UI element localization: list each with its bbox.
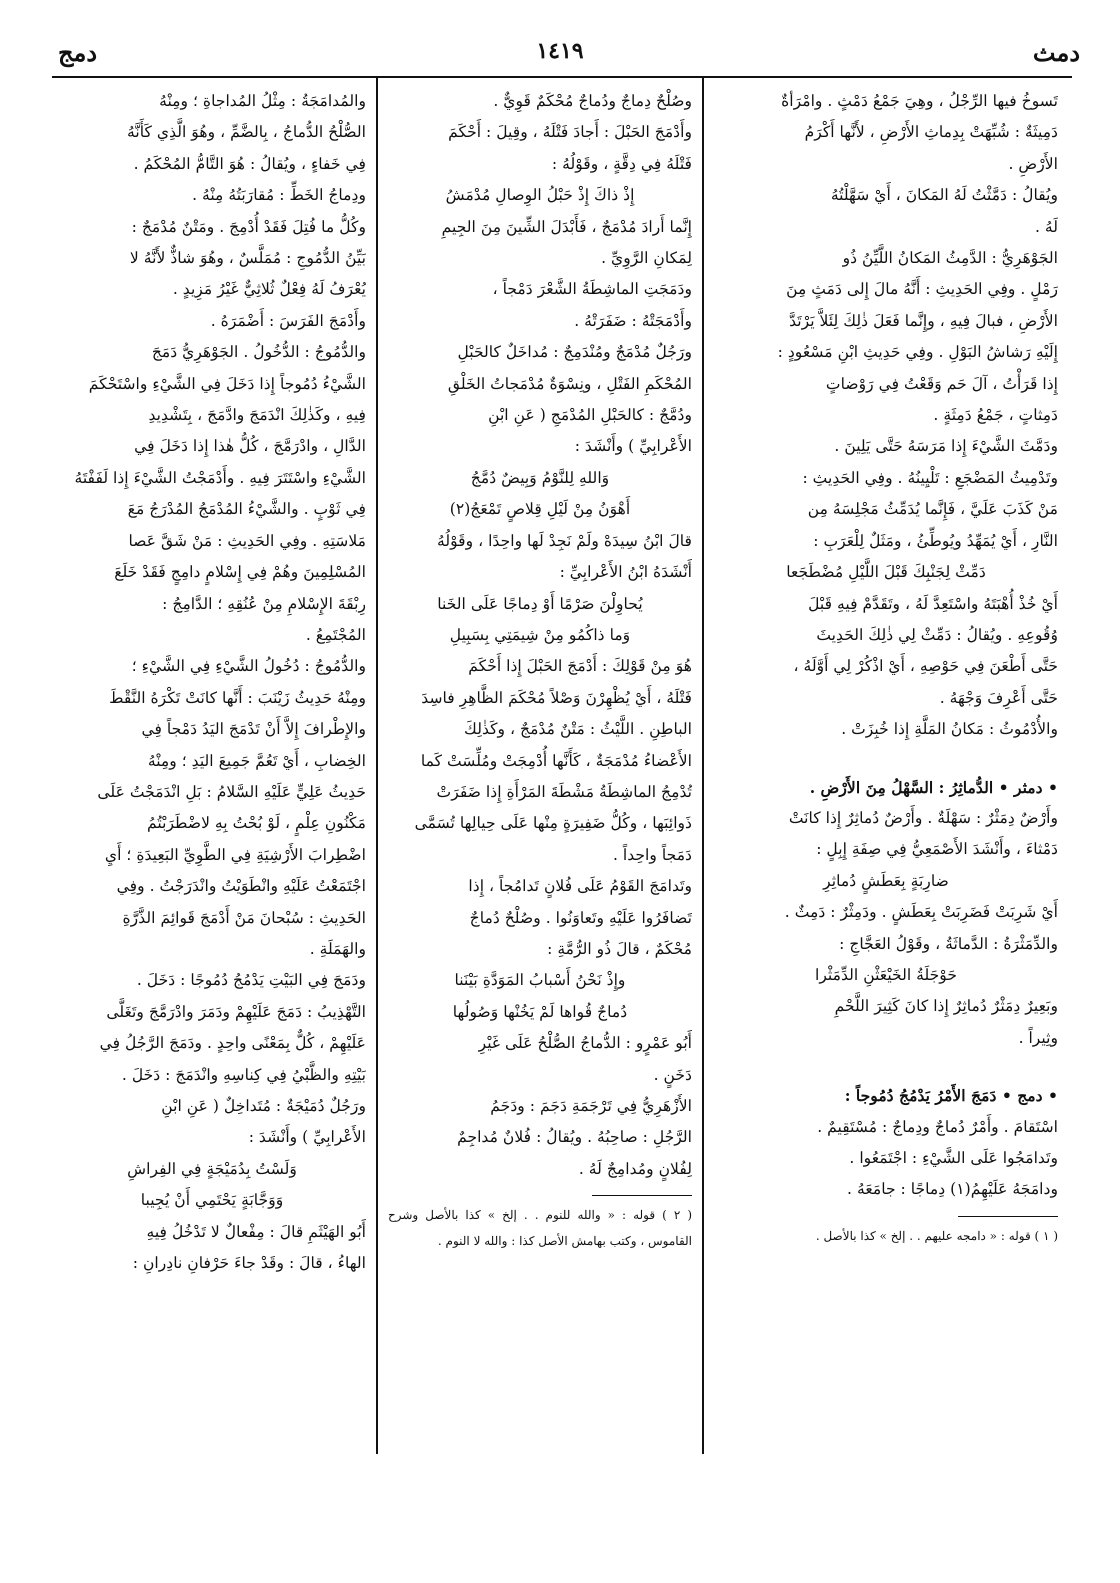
text-line: الأَعْرابِيِّ ) وأَنْشَدَ : xyxy=(248,1128,366,1147)
text-line: إِنَّما أَرادَ مُدْمَجٌ ، فَأَبْدَلَ الشِّينَ مِنَ الجِيمِ xyxy=(441,217,692,236)
text-line: وتَدامَجَ القَوْمُ عَلَى فُلانٍ تَدامُجاً ، إِذا xyxy=(468,877,692,896)
footnote-rule xyxy=(592,1195,692,1196)
text-line: رِبْقَةَ الإِسْلامِ مِنْ عُنُقِهِ ؛ الدَّامِجُ : xyxy=(162,594,366,613)
text-line: الصُّلْحُ الدُّماجُ ، بِالضَّمِّ ، وهُوَ الَّذِي كَأَنَّهُ xyxy=(127,123,366,142)
text-line: وتَدْمِيثُ المَضْجَعِ : تَلْيِينُهُ . وفِي الحَدِيثِ : xyxy=(802,468,1058,487)
text-line: الأَرْضِ ، فبالَ فِيهِ ، وإِنَّما فَعَلَ ذٰلِكَ لِئَلاَّ يَرْتَدَّ xyxy=(789,311,1058,330)
text-line: المُجْتَمِعُ . xyxy=(305,625,366,644)
text-line: أَيْ خُذْ أُهْبَتَهُ واسْتَعِدَّ لَهُ ، وتَقَدَّمْ فِيهِ قَبْلَ xyxy=(808,594,1058,613)
text-line: وأَدْمَجَ الحَبْلَ : أَجادَ فَتْلَهُ ، وقِيلَ : أَحْكَمَ xyxy=(448,123,692,142)
text-line: مَلاسَتِهِ . وفِي الحَدِيثِ : مَنْ شَقَّ عَصا xyxy=(128,531,366,550)
running-head-left: دمج xyxy=(58,38,98,67)
text-line: قالَ ابْنُ سِيدَهْ ولَمْ نَجِدْ لَها واحِدًا ، وقَوْلُهُ xyxy=(436,531,692,550)
text-line: فِيهِ ، وكَذٰلِكَ انْدَمَجَ وادَّمَجَ ، بِتَشْدِيدِ xyxy=(148,406,366,425)
column-middle xyxy=(388,86,692,1526)
text-line: ذَوائِبَها ، وكُلُّ ضَفِيرَةٍ مِنْها عَلَى حِيالِها تُسَمَّى xyxy=(414,814,692,833)
text-line: تُدْمِجُ الماشِطَةُ مَشْطَةَ المَرْأَةِ إِذا ضَفَرَتْ xyxy=(436,782,692,801)
verse-line: يُحاوِلْنَ صَرْمًا أَوْ دِماجًا عَلَى الخَنا xyxy=(437,594,643,613)
text-line: أَنْشَدَهُ ابْنُ الأَعْرابِيِّ : xyxy=(559,563,692,582)
column-divider-right xyxy=(702,76,704,1454)
text-line: حَدِيثُ عَلِيٍّ عَلَيْهِ السَّلامُ : بَلِ انْدَمَجْتُ عَلَى xyxy=(97,782,366,801)
text-line: والأُدْمُوثُ : مَكانُ المَلَّةِ إِذا خُبِزَتْ . xyxy=(841,720,1058,739)
text-line: حَتَّى أَعْرِفَ وَجْهَهُ . xyxy=(939,688,1058,707)
text-line: الأَزْهَرِيُّ فِي تَرْجَمَةِ دَجَمَ : ودَجَمُ xyxy=(490,1097,692,1115)
text-line: المُسْلِمِينَ وهُمْ فِي إِسْلامٍ دامِجٍ فَقَدْ خَلَعَ xyxy=(114,563,366,582)
verse-line: وَلَسْتُ بِدُمَيْجَةٍ فِي الفِراشِ xyxy=(127,1159,297,1178)
text-line: دَخَنٍ . xyxy=(653,1065,692,1084)
verse-line: وإِذْ نَحْنُ أَسْبابُ المَوَدَّةِ بَيْنَنا xyxy=(454,971,626,990)
text-line: أَيْ شَرِبَتْ فَضَرِبَتْ بِعَطَشٍ . ودَمِثْرٌ : دَمِثٌ . xyxy=(784,903,1058,922)
text-line: النَّارِ ، أَيْ يُمَهِّدُ ويُوطِّئُ ، ومَثَلٌ لِلْعَرَبِ : xyxy=(813,531,1058,550)
text-line: مَكْنُونِ عِلْمٍ ، لَوْ بُحْتُ بِهِ لاضْطَرَبْتُمُ xyxy=(147,814,366,833)
text-line: وثِيراً . xyxy=(1018,1028,1058,1047)
footnote: ( ٢ ) قوله : « والله للنوم . . إلخ » كذا بالأصل وشرح القاموس ، وكتب بهامش الأصل كذا : والله لا النوم . xyxy=(388,1208,692,1249)
text-line: والدِّمَثْرَةُ : الدَّماثَةُ ، وقَوْلُ العَجَّاجِ : xyxy=(839,934,1058,953)
text-line: والمُدامَجَةُ : مِثْلُ المُداجاةِ ؛ ومِنْهُ xyxy=(159,92,366,110)
text-line: وأَدْمَجَتْهُ : ضَفَرَتْهُ . xyxy=(574,311,692,330)
text-line: عَلَيْهِمْ ، كُلٌّ بِمَعْنًى واحِدٍ . ودَمَجَ الرَّجُلُ فِي xyxy=(99,1034,366,1053)
text-line: رَمْلٍ . وفِي الحَدِيثِ : أَنَّهُ مالَ إِلى دَمَثٍ مِنَ xyxy=(786,280,1058,299)
verse-line: حَوْجَلَةُ الخَيْعَثْنِ الدِّمَثْرا xyxy=(815,965,957,984)
text-line: بَيْتِهِ والظَّبْيُ فِي كِناسِهِ وانْدَمَجَ : دَخَلَ . xyxy=(121,1065,366,1084)
text-line: تَضافَرُوا عَلَيْهِ وتَعاوَنُوا . وصُلْحٌ دُماجٌ xyxy=(469,908,692,927)
text-line: المُحْكَمِ الفَتْلِ ، ونِسْوَةٌ مُدْمَجاتُ الخَلْقِ xyxy=(447,374,692,393)
footnote: ( ١ ) قوله : « دامجه عليهم . . إلخ » كذا بالأصل . xyxy=(815,1228,1058,1243)
text-line: الجَوْهَرِيُّ : الدَّمِثُ المَكانُ اللَّيِّنُ ذُو xyxy=(842,249,1058,268)
text-line: اسْتَقامَ . وأَمْرٌ دُماجٌ ودِماجٌ : مُسْتَقِيمٌ . xyxy=(817,1117,1058,1136)
text-line: اضْطِرابَ الأَرْشِيَةِ فِي الطَّوِيِّ البَعِيدَةِ ؛ أَيِ xyxy=(104,845,366,864)
running-head-right: دمث xyxy=(1032,38,1080,67)
text-line: وتَدامَجُوا عَلَى الشَّيْءِ : اجْتَمَعُوا . xyxy=(849,1149,1058,1167)
text-line: فَتْلَهُ فِي دِقَّةٍ ، وقَوْلُهُ : xyxy=(551,154,692,173)
text-line: الدَّالِ ، وادْرَمَّجَ ، كُلُّ هٰذا إِذا دَخَلَ فِي xyxy=(134,437,366,456)
text-line: فِي خَفاءٍ ، ويُقالُ : هُوَ التَّامُّ المُحْكَمُ . xyxy=(133,154,366,173)
entry-gap xyxy=(714,1054,1058,1080)
text-line: وأَدْمَجَ الفَرَسَ : أَضْمَرَهُ . xyxy=(210,311,366,330)
text-line: الهاءُ ، قالَ : وقَدْ جاءَ حَرْفانِ نادِرانِ : xyxy=(132,1254,366,1273)
verse-line: وَوَجَّابَةٍ يَحْتَمِي أَنْ يُجِيبا xyxy=(140,1191,284,1210)
verse-line: دُماجٌ قُواها لَمْ يَخُنْها وَصُولُها xyxy=(452,1002,628,1021)
column-divider-left xyxy=(376,76,378,1454)
text-line: فَتْلَهُ ، أَيْ يُظْهِرْنَ وَصْلاً مُحْكَمَ الظَّاهِرِ فاسِدَ xyxy=(421,688,692,707)
text-line: هُوَ مِنْ قَوْلِكَ : أَدْمَجَ الحَبْلَ إِذا أَحْكَمَ xyxy=(468,657,692,676)
text-line: وُقُوعِهِ . ويُقالُ : دَمِّثْ لِي ذٰلِكَ الحَدِيثَ xyxy=(816,625,1058,644)
text-line: ودَمَجَ فِي البَيْتِ يَدْمُجُ دُمُوجًا : دَخَلَ . xyxy=(136,971,366,990)
text-line: تَسوخُ فيها الرِّجْلُ ، وهِيَ جَمْعُ دَمْثٍ . وامْرَأةٌ xyxy=(781,92,1058,110)
text-line: وصُلْحٌ دِماجٌ ودُماجٌ مُحْكَمٌ قَوِيٌّ . xyxy=(493,92,692,110)
text-line: مَنْ كَذَبَ عَلَيَّ ، فَإِنَّما يُدَمِّثُ مَجْلِسَهُ مِن xyxy=(807,500,1058,519)
text-line: لَهُ . xyxy=(1034,217,1058,236)
text-line: ودُمَّجٌ : كالحَبْلِ المُدْمَجِ ( عَنِ ابْنِ xyxy=(488,406,692,425)
text-line: مُحْكَمٌ ، قالَ ذُو الرُّمَّةِ : xyxy=(547,939,692,958)
text-line: والإِطْرافَ إِلاَّ أَنْ تَدْمَجَ اليَدُ دَمْجاً فِي xyxy=(141,720,366,739)
text-line: التَّهْذِيبُ : دَمَجَ عَلَيْهِمْ ودَمَرَ وادْرَمَّجَ وتَغَلَّى xyxy=(106,1002,366,1021)
text-line: ورَجُلٌ مُدْمَجٌ ومُنْدَمِجٌ : مُداخَلٌ كالحَبْلِ xyxy=(457,343,692,362)
text-line: ودامَجَهُ عَلَيْهِمُ(١) دِماجًا : جامَعَهُ . xyxy=(847,1180,1058,1199)
entry-headword-line: • دمثر • الدُّماثِرُ : السَّهْلُ مِنَ الأَرْضِ . xyxy=(809,777,1058,797)
text-line: ودَمَجَتِ الماشِطَةُ الشَّعْرَ دَمْجاً ، xyxy=(492,280,692,299)
text-line: بَيِّنُ الدُّمُوجِ : مُمَلَّسٌ ، وهُوَ شاذٌّ لأَنَّهُ لا xyxy=(129,249,366,268)
verse-line: ضارِبَةٍ بِعَطَشٍ دُماثِرِ xyxy=(823,871,949,890)
page-number: ١٤١٩ xyxy=(536,38,584,64)
verse-line: وَاللهِ لِلنَّوْمُ وَبِيضٌ دُمَّجُ xyxy=(470,468,610,487)
text-line: إِذا قَرَأْتُ ، آلَ حَم وَقَعْتُ فِي رَوْضاتٍ xyxy=(825,374,1058,393)
text-line: ورَجُلٌ دُمَيْجَةٌ : مُتَداخِلٌ ( عَنِ ابْنِ xyxy=(161,1097,366,1115)
text-line: وبَعِيرٌ دِمَثْرٌ دُماثِرٌ إِذا كانَ كَثِيرَ اللَّحْمِ xyxy=(834,997,1058,1016)
text-line: الباطِنِ . اللَّيْثُ : مَتْنٌ مُدْمَجٌ ، وكَذٰلِكَ xyxy=(464,720,692,739)
text-line: الأَعْضاءُ مُدْمَجَةٌ ، كَأَنَّها أُدْمِجَتْ ومُلِّسَتْ كَما xyxy=(420,751,692,770)
text-line: حَتَّى أَطْعَنَ فِي حَوْصِهِ ، أَيْ اذْكُرْ لِي أَوَّلَهُ ، xyxy=(793,657,1058,676)
text-line: دَمْثاءَ ، وأَنْشَدَ الأَصْمَعِيُّ فِي صِفَةِ إِبِلٍ : xyxy=(816,840,1058,859)
text-line: أَبُو الهَيْثَمِ قالَ : مِفْعالٌ لا تَدْخُلُ فِيهِ xyxy=(146,1222,366,1241)
text-line: الشَّيْءِ واسْتَتَرَ فِيهِ . وأَدْمَجْتُ الشَّيْءَ إِذا لَفَفْتَهُ xyxy=(74,468,366,487)
text-line: الرَّجُلِ : صاحِبُهُ . ويُقالُ : فُلانٌ مُداجِمٌ xyxy=(457,1128,692,1147)
text-line: أَبُو عَمْرٍو : الدُّماجُ الصُّلْحُ عَلَى غَيْرِ xyxy=(478,1034,692,1053)
text-line: والدُّمُوجُ : دُخُولُ الشَّيْءِ فِي الشَّيْءِ ؛ xyxy=(131,657,366,676)
text-line: ودَمَّثَ الشَّيْءَ إِذا مَرَسَهُ حَتَّى يَلِينَ . xyxy=(834,437,1058,456)
text-line: دَمِيثَةٌ : شُبِّهَتْ بِدِماثِ الأَرْضِ ، لأَنَّها أَكْرَمُ xyxy=(804,123,1058,142)
verse-line: إِذْ ذاكَ إِذْ حَبْلُ الوِصالِ مُدْمَشُ xyxy=(445,186,635,205)
entry-gap xyxy=(714,746,1058,772)
entry-headword-line: • دمج • دَمَجَ الأَمْرُ يَدْمُجُ دُمُوجاً : xyxy=(844,1086,1058,1106)
text-line: لِمَكانِ الرَّوِيِّ . xyxy=(601,249,692,268)
header-rule xyxy=(52,76,1072,78)
text-line: فِي ثَوْبٍ . والشَّيْءُ المُدْمَجُ المُدْرَجُ مَعَ xyxy=(127,500,366,519)
text-line: والهَمَلَةِ . xyxy=(309,939,366,958)
verse-line: وَما ذاكُمُو مِنْ شِيمَتِي بِسَبِيلِ xyxy=(449,625,631,644)
text-line: ومِنْهُ حَدِيثُ زَيْنَبَ : أَنَّها كانَتْ تَكْرَهُ النَّقْطَ xyxy=(109,688,366,707)
text-line: ودِماجُ الخَطِّ : مُقارَبَتُهُ مِنْهُ . xyxy=(192,186,366,205)
text-line: دَمِثاتٍ ، جَمْعُ دَمِثَةٍ . xyxy=(933,406,1058,425)
text-line: الأَعْرابِيِّ ) وأَنْشَدَ : xyxy=(574,437,692,456)
text-line: لِفُلانٍ ومُدامِجٌ لَهُ . xyxy=(578,1159,692,1178)
footnote-rule xyxy=(958,1216,1058,1217)
text-line: يُعْرَفُ لَهُ فِعْلٌ ثُلاثِيٌّ غَيْرُ مَزِيدٍ . xyxy=(172,280,366,299)
verse-line: دَمِّثْ لِجَنْبِكَ قَبْلَ اللَّيْلِ مُضْطَجَعا xyxy=(786,563,986,582)
text-line: اجْتَمَعْتُ عَلَيْهِ وانْطَوَيْتُ وانْدَرَجْتُ . وفِي xyxy=(116,877,366,896)
text-line: إِلَيْهِ رَشاشُ البَوْلِ . وفِي حَدِيثِ ابْنِ مَسْعُودٍ : xyxy=(777,343,1058,362)
text-line: الخِضابِ ، أَيْ تَعُمَّ جَمِيعَ اليَدِ ؛ ومِنْهُ xyxy=(147,751,366,770)
verse-line: أَهْوَنُ مِنْ لَيْلِ قِلاصٍ تَمْعَجُ(٢) xyxy=(449,500,631,519)
text-line: ويُقالُ : دَمَّثْتُ لَهُ المَكانَ ، أَيْ سَهَّلْتُهُ xyxy=(830,186,1058,205)
text-line: الشَّيْءُ دُمُوجاً إِذا دَخَلَ فِي الشَّيْءِ واسْتَحْكَمَ xyxy=(88,374,366,393)
text-line: الأَرْضِ . xyxy=(1008,154,1058,173)
text-line: دَمَجاً واحِداً . xyxy=(612,845,692,864)
text-line: والدُّمُوجُ : الدُّخُولُ . الجَوْهَرِيُّ دَمَجَ xyxy=(151,343,366,362)
text-line: وكُلُّ ما فُتِلَ فَقَدْ أُدْمِجَ . ومَتْنٌ مُدْمَجٌ : xyxy=(131,217,366,236)
column-right xyxy=(714,86,1058,1526)
column-left xyxy=(58,86,366,1526)
text-line: الحَدِيثِ : سُبْحانَ مَنْ أَدْمَجَ قَوائِمَ الذَّرَّةِ xyxy=(122,908,366,927)
text-line: وأَرْضٌ دِمَثْرٌ : سَهْلَةٌ . وأَرْضٌ دُماثِرٌ إِذا كانَتْ xyxy=(788,808,1058,827)
